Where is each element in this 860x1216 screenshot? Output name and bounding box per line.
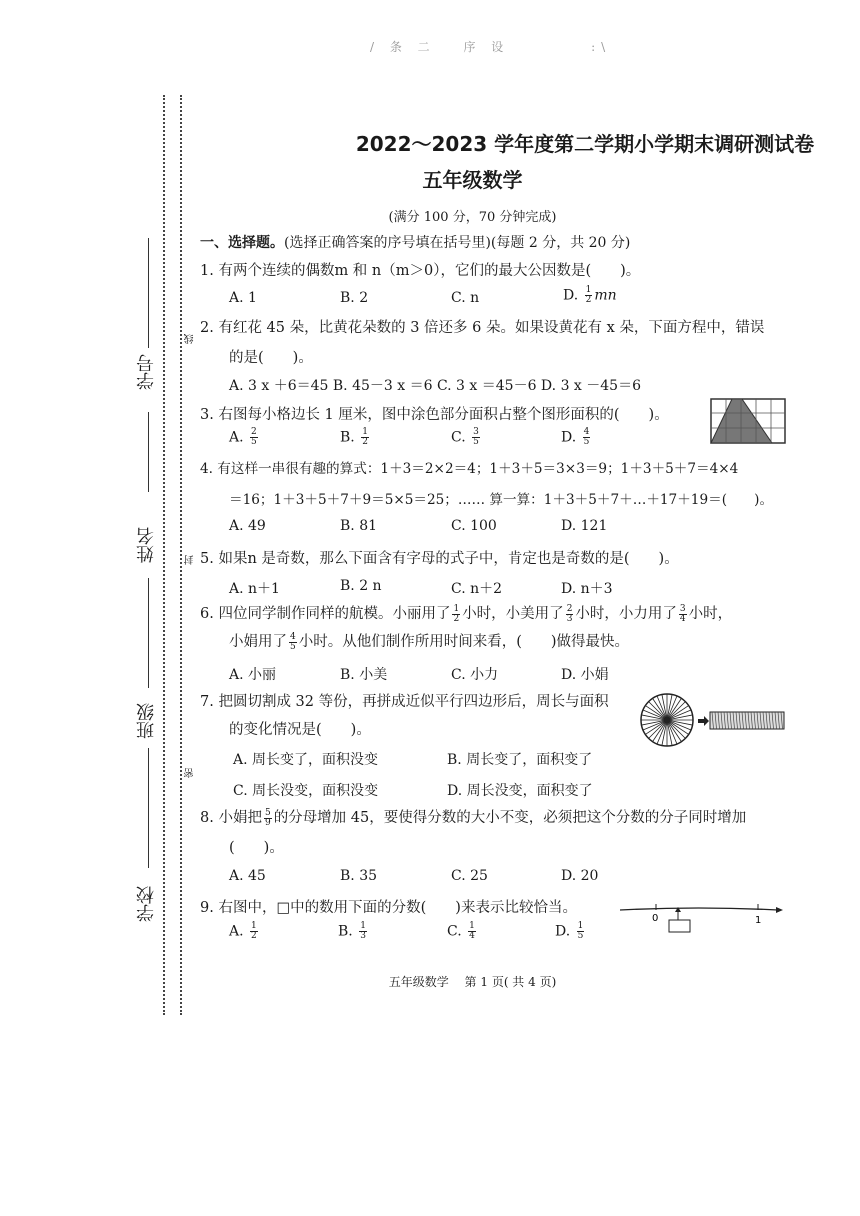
q6-f3-num: 3	[679, 603, 686, 614]
q5-stem: 5. 如果n 是奇数，那么下面含有字母的式子中，肯定也是奇数的是( )。	[200, 551, 679, 567]
q5-option-c: C. n＋2	[451, 581, 503, 597]
q1-option-b: B. 2	[340, 290, 369, 306]
q5-option-b: B. 2 n	[340, 578, 382, 594]
q3-c-num: 3	[473, 427, 479, 437]
q8-text-1: 8. 小娟把	[200, 810, 262, 826]
q1-d-var: mn	[594, 287, 617, 304]
q6-option-a: A. 小丽	[229, 667, 277, 683]
q8-text-2: 的分母增加 45，要使得分数的大小不变，必须把这个分数的分子同时增加	[273, 810, 747, 826]
exam-title: 2022～2023 学年度第二学期小学期末调研测试卷	[355, 132, 815, 156]
q8-fraction	[264, 809, 272, 828]
q8-stem-line1	[200, 806, 746, 828]
q9-stem: 9. 右图中，□中的数用下面的分数( )来表示比较恰当。	[200, 900, 577, 916]
q6-option-d: D. 小娟	[561, 667, 609, 683]
q7-option-b: B. 周长变了，面积变了	[447, 752, 593, 768]
q9-a-den: 2	[251, 931, 257, 941]
q9-option-a	[229, 922, 260, 941]
q6-f4-num: 4	[290, 631, 296, 642]
q9-c-fraction	[468, 922, 476, 941]
q8-option-d: D. 20	[561, 868, 599, 884]
q6-f4-den: 5	[290, 641, 296, 652]
q9-option-c	[447, 922, 478, 941]
exam-info: (满分 100 分，70 分钟完成)	[388, 210, 557, 225]
seal-feng: 封	[185, 555, 196, 565]
q6-f1-den: 2	[453, 613, 460, 624]
q9-d-label: D.	[555, 923, 571, 940]
q4-stem-line1: 4. 有这样一串很有趣的算式：1＋3＝2×2＝4；1＋3＋5＝3×3＝9；1＋3＋5＋7＝4×4	[200, 461, 739, 477]
xingming-blank-line	[148, 578, 149, 688]
q3-a-num: 2	[251, 427, 257, 437]
q9-a-num: 1	[251, 921, 257, 931]
q3-b-den: 2	[362, 437, 368, 447]
seal-mi: 密	[185, 768, 196, 778]
q3-c-den: 5	[473, 437, 479, 447]
q3-a-label: A.	[229, 429, 244, 446]
q9-c-den: 4	[469, 931, 475, 941]
q3-d-num: 4	[583, 427, 590, 437]
q6-option-b: B. 小美	[340, 667, 388, 683]
q9-b-num: 1	[360, 921, 366, 931]
q6-text-4: 小时，	[688, 606, 733, 622]
q6-frac-3	[679, 605, 687, 624]
xuehao-label: 学号	[136, 354, 157, 390]
q3-option-a	[229, 428, 260, 447]
q8-option-b: B. 35	[340, 868, 378, 884]
q3-d-label: D.	[561, 429, 577, 446]
section-1-heading	[200, 232, 630, 252]
q9-label-1: 1	[755, 915, 762, 926]
q6-f2-num: 2	[566, 603, 573, 614]
q6-f3-den: 4	[679, 613, 686, 624]
q9-d-den: 5	[577, 931, 584, 941]
q6-text-3: 小时，小力用了	[575, 606, 677, 622]
q1-stem: 1. 有两个连续的偶数m 和 n（m＞0），它们的最大公因数是( )。	[200, 263, 641, 279]
binding-dotted-line-inner	[180, 95, 182, 1015]
q4-option-c: C. 100	[451, 518, 497, 534]
q7-option-d: D. 周长没变，面积变了	[447, 783, 593, 799]
q9-d-num: 1	[577, 921, 584, 931]
q3-a-fraction	[250, 428, 258, 447]
xuehao-underline	[148, 412, 149, 492]
q3-a-den: 5	[251, 437, 257, 447]
banji-blank-line	[148, 748, 149, 868]
q6-stem-line2	[229, 630, 629, 652]
q9-a-fraction	[250, 922, 258, 941]
q8-f-num: 5	[264, 807, 271, 818]
q5-option-d: D. n＋3	[561, 581, 613, 597]
q6-frac-2	[566, 605, 574, 624]
q8-option-a: A. 45	[229, 868, 266, 884]
q7-option-c: C. 周长没变，面积没变	[233, 783, 379, 799]
q9-b-den: 3	[360, 931, 366, 941]
q6-stem-line1	[200, 602, 732, 624]
q6-option-c: C. 小力	[451, 667, 499, 683]
q8-option-c: C. 25	[451, 868, 488, 884]
q7-circle-to-parallelogram-figure	[640, 686, 786, 756]
q9-b-fraction	[359, 922, 367, 941]
q3-b-label: B.	[340, 429, 355, 446]
q9-number-line-figure	[618, 898, 784, 938]
q9-c-label: C.	[447, 923, 462, 940]
q9-a-label: A.	[229, 923, 244, 940]
q4-option-b: B. 81	[340, 518, 378, 534]
q1-option-d	[563, 286, 617, 305]
q6-f1-num: 1	[453, 603, 460, 614]
q7-option-a: A. 周长变了，面积没变	[233, 752, 379, 768]
q6-text-1: 6. 四位同学制作同样的航模。小丽用了	[200, 606, 451, 622]
q1-d-den: 2	[585, 295, 592, 305]
section-1-title: 一、选择题。	[200, 235, 284, 251]
page-footer: 五年级数学 第 1 页( 共 4 页)	[388, 975, 557, 989]
q1-d-fraction	[585, 286, 593, 305]
xingming-label: 姓名	[136, 527, 157, 563]
q6-frac-1	[452, 605, 460, 624]
q1-option-c: C. n	[451, 290, 480, 306]
q8-stem-line2: ( )。	[229, 840, 284, 856]
q6-f2-den: 3	[566, 613, 573, 624]
xuehao-blank-line	[148, 238, 149, 348]
q1-d-label: D.	[563, 287, 579, 304]
q8-f-den: 9	[264, 817, 271, 828]
q9-option-b	[338, 922, 369, 941]
q3-option-b	[340, 428, 371, 447]
q4-option-d: D. 121	[561, 518, 608, 534]
q3-grid-figure	[710, 398, 786, 444]
q1-d-num: 1	[585, 285, 592, 295]
q9-option-d	[555, 922, 586, 941]
q4-stem-line2: ＝16；1＋3＋5＋7＋9＝5×5＝25；…… 算一算：1＋3＋5＋7＋…＋17＋19＝( )。	[229, 492, 774, 508]
q2-options: A. 3 x ＋6＝45 B. 45－3 x ＝6 C. 3 x ＝45－6 D. 3 x －45＝6	[229, 378, 641, 394]
q9-d-fraction	[577, 922, 585, 941]
xuexiao-label: 学校	[136, 886, 157, 922]
q3-stem: 3. 右图每小格边长 1 厘米，图中涂色部分面积占整个图形面积的( )。	[200, 407, 669, 423]
q7-stem-line1: 7. 把圆切割成 32 等份，再拼成近似平行四边形后，周长与面积	[200, 694, 609, 710]
q3-d-den: 5	[583, 437, 590, 447]
exam-subtitle: 五年级数学	[422, 168, 523, 192]
seal-xian: 线	[185, 334, 196, 344]
section-1-instruction: (选择正确答案的序号填在括号里)(每题 2 分，共 20 分)	[284, 235, 631, 251]
q7-stem-line2: 的变化情况是( )。	[229, 722, 371, 738]
q3-option-d	[561, 428, 592, 447]
q4-option-a: A. 49	[229, 518, 266, 534]
q6-frac-4	[289, 633, 297, 652]
q2-stem-line2: 的是( )。	[229, 350, 313, 366]
q3-b-num: 1	[362, 427, 368, 437]
q3-b-fraction	[361, 428, 369, 447]
q9-b-label: B.	[338, 923, 353, 940]
q6-text-6: 小时。从他们制作所用时间来看，( )做得最快。	[298, 634, 630, 650]
q9-label-0: 0	[652, 913, 659, 924]
q3-c-label: C.	[451, 429, 466, 446]
q6-text-5: 小娟用了	[229, 634, 287, 650]
q1-option-a: A. 1	[229, 290, 257, 306]
q3-d-fraction	[583, 428, 591, 447]
binding-dotted-line-outer	[163, 95, 165, 1015]
banji-label: 班级	[136, 703, 157, 739]
q3-option-c	[451, 428, 482, 447]
q6-text-2: 小时，小美用了	[462, 606, 564, 622]
q3-c-fraction	[472, 428, 480, 447]
scan-header: / 条 二 序 设 :\	[370, 40, 612, 54]
q2-stem-line1: 2. 有红花 45 朵，比黄花朵数的 3 倍还多 6 朵。如果设黄花有 x 朵，下面方程中，错误	[200, 320, 765, 336]
q5-option-a: A. n＋1	[229, 581, 280, 597]
q9-c-num: 1	[469, 921, 475, 931]
